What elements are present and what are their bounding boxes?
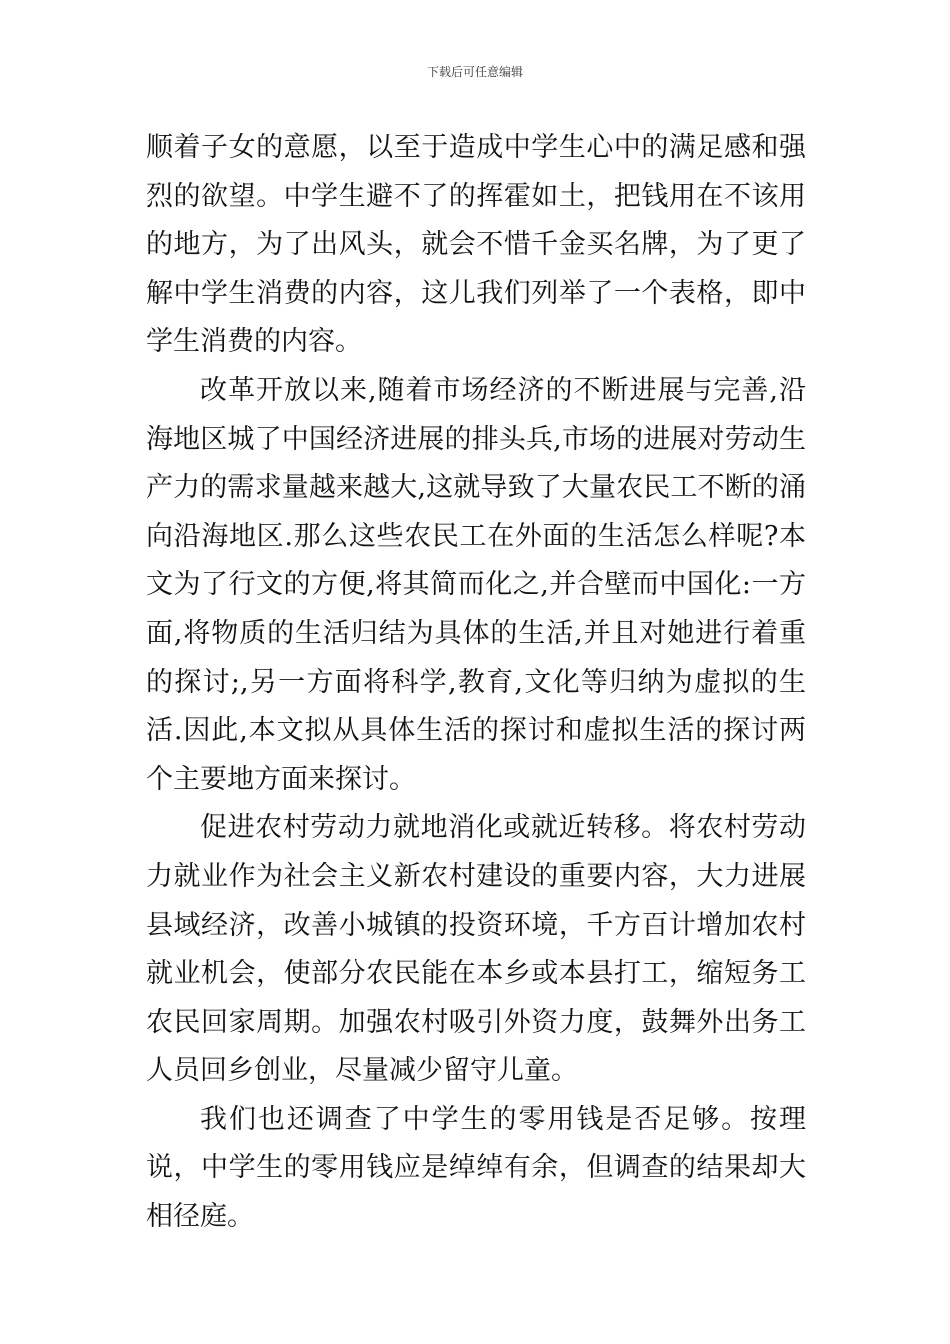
- body-text: [146, 124, 806, 1242]
- page-header: 下载后可任意编辑: [426, 65, 523, 79]
- paragraph-rural-labor: 促进农村劳动力就地消化或就近转移。将农村劳动力就业作为社会主义新农村建设的重要内容，大力进展县域经济，改善小城镇的投资环境，千方百计增加农村就业机会，使部分农民能在本乡或本县打工，缩短务工农民回家周期。加强农村吸引外资力度，鼓舞外出务工人员回乡创业，尽量减少留守儿童。: [146, 812, 806, 1087]
- paragraph-migrant-workers: 改革开放以来,随着市场经济的不断进展与完善,沿海地区城了中国经济进展的排头兵,市场的进展对劳动生产力的需求量越来越大,这就导致了大量农民工不断的涌向沿海地区.那么这些农民工在外面的生活怎么样呢?本文为了行文的方便,将其简而化之,并合壁而中国化:一方面,将物质的生活归结为具体的生活,并且对她进行着重的探讨;,另一方面将科学,教育,文化等归纳为虚拟的生活.因此,本文拟从具体生活的探讨和虚拟生活的探讨两个主要地方面来探讨。: [146, 374, 806, 795]
- paragraph-pocket-money: 我们也还调查了中学生的零用钱是否足够。按理说，中学生的零用钱应是绰绰有余，但调查的结果却大相径庭。: [146, 1103, 806, 1233]
- paragraph-continuation: 顺着子女的意愿，以至于造成中学生心中的满足感和强烈的欲望。中学生避不了的挥霍如土，把钱用在不该用的地方，为了出风头，就会不惜千金买名牌，为了更了解中学生消费的内容，这儿我们列举了一个表格，即中学生消费的内容。: [146, 132, 806, 358]
